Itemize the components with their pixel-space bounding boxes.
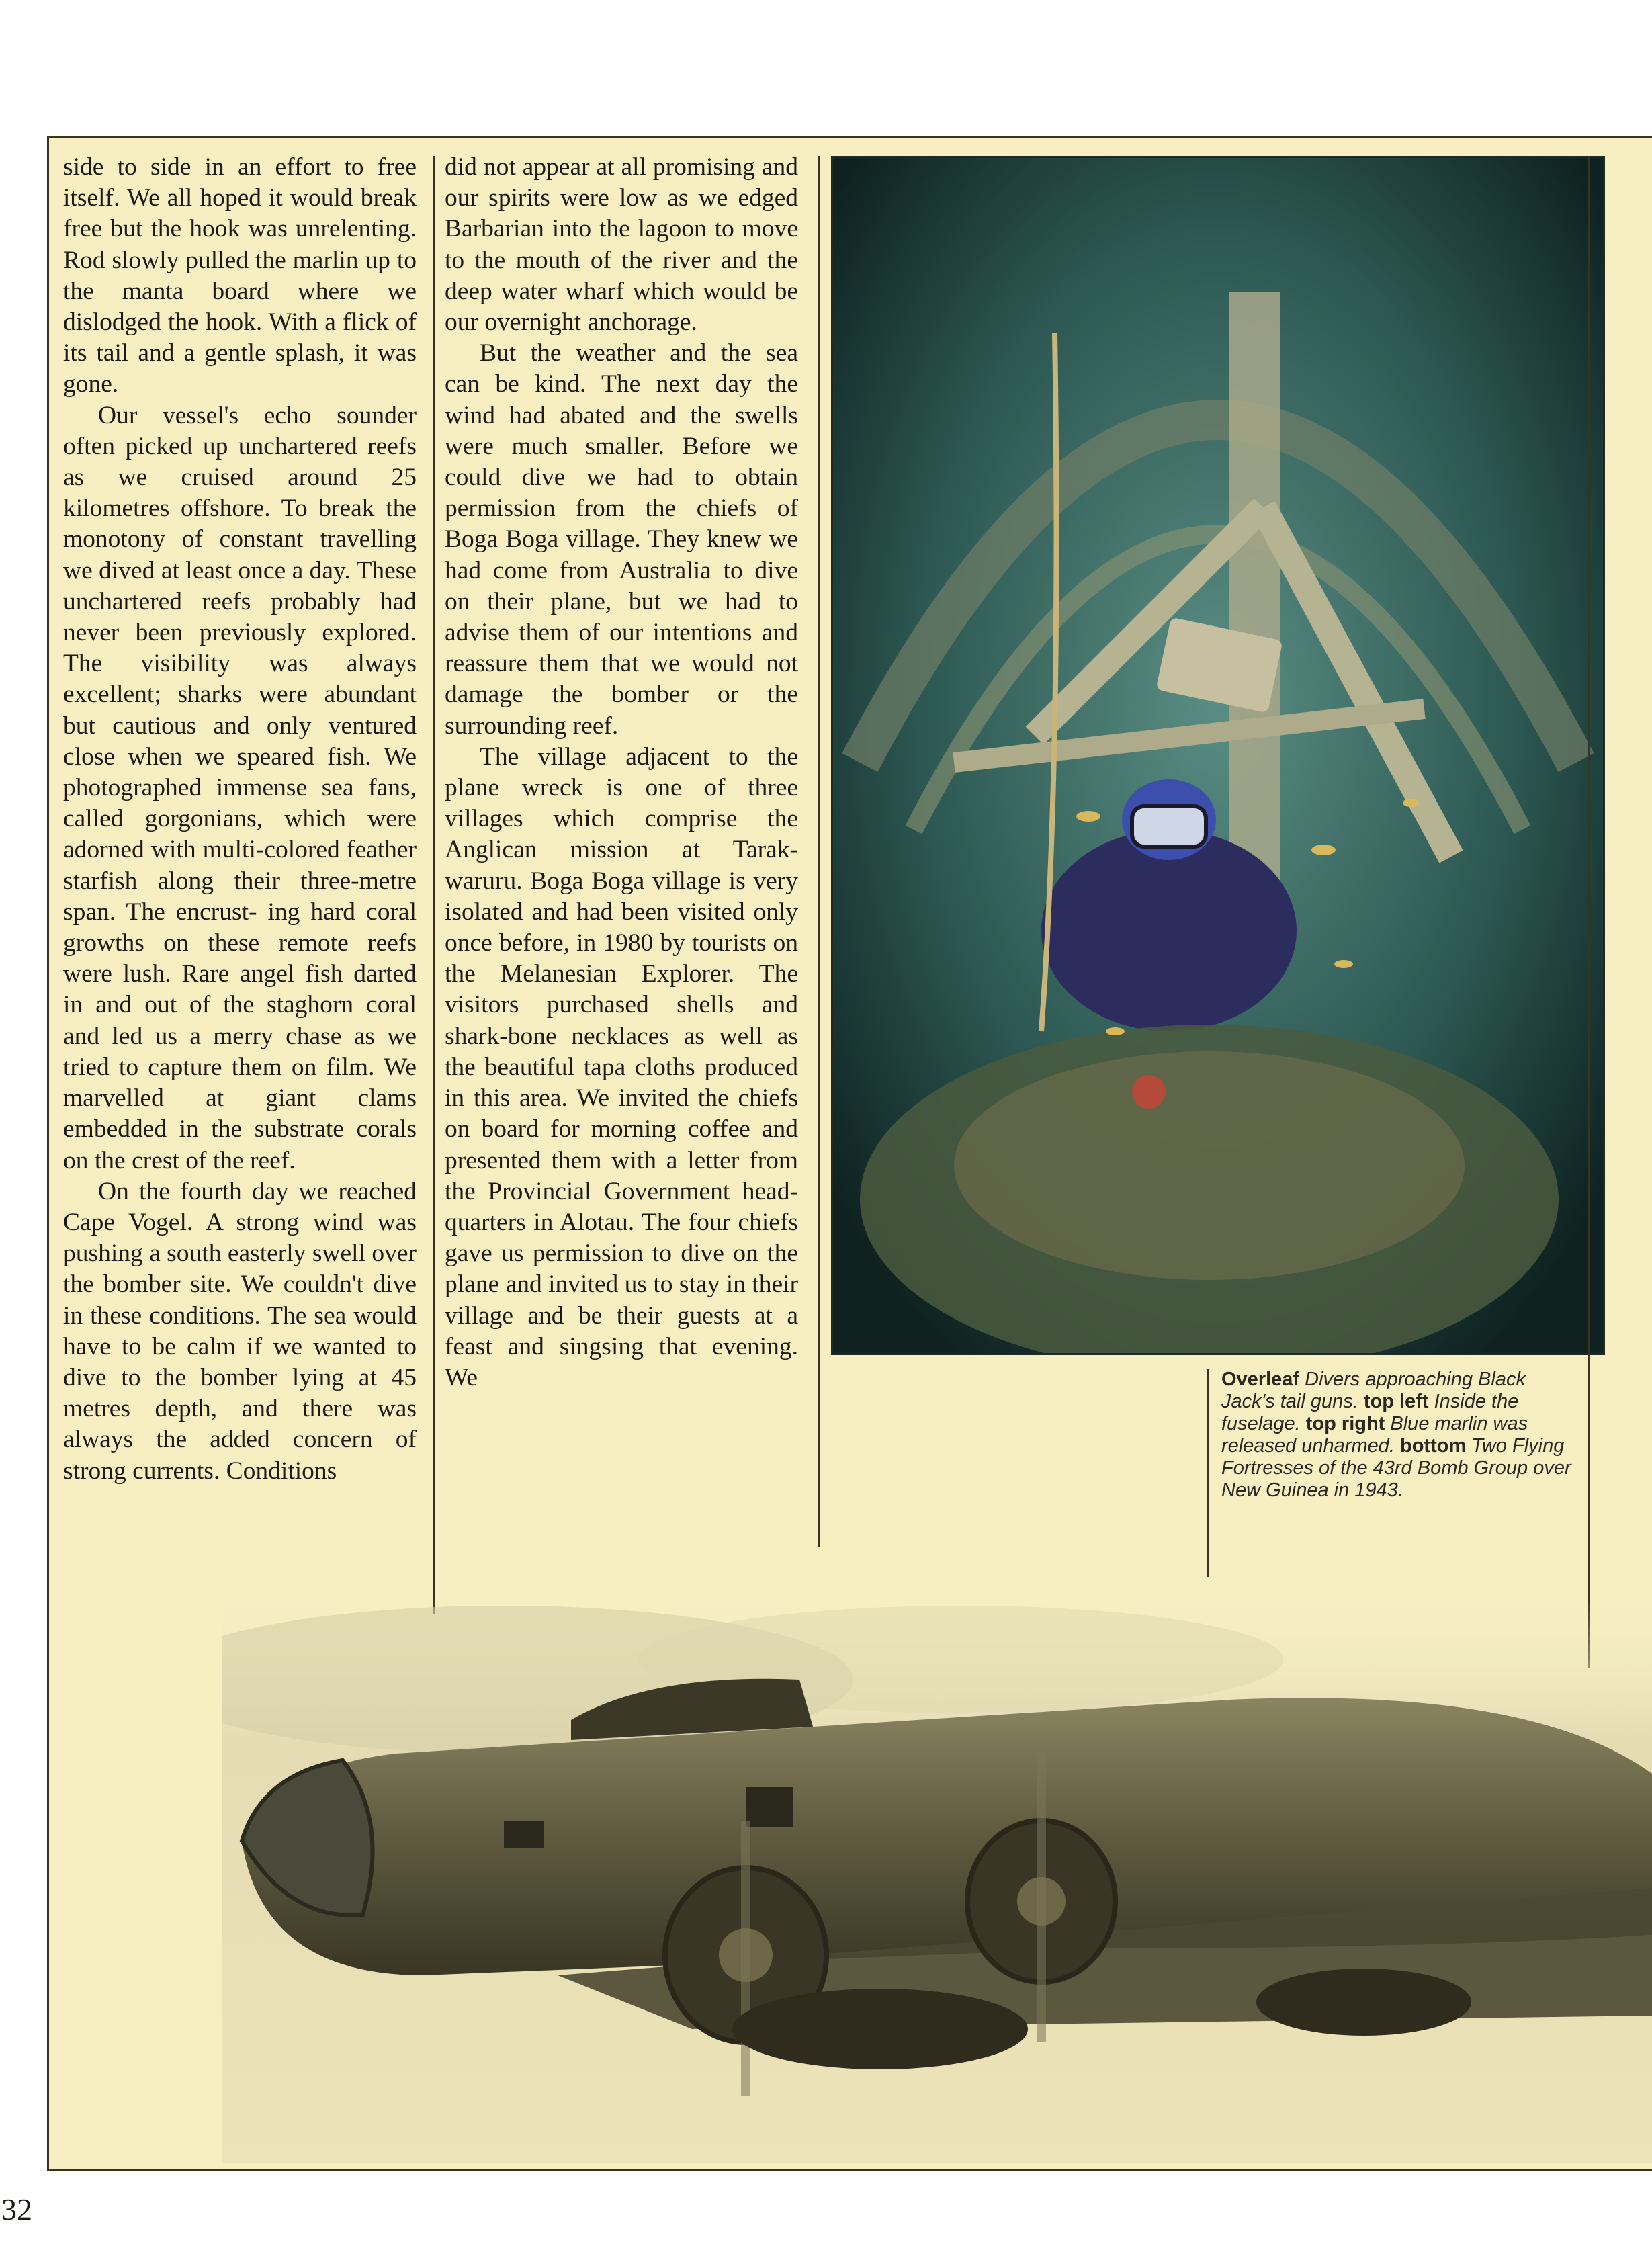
photo-caption xyxy=(1221,1369,1577,1502)
caption-label-top-left: top left xyxy=(1363,1391,1429,1412)
fuselage-illustration xyxy=(833,158,1603,1353)
paragraph: The village adjacent to the plane wreck is one of three villages which comprise the Anglican mission at Tarak- waruru. Boga Boga village is very isolated and had been visited only once before, in 1980 by tourists on the Melanesian Explorer. The visitors purchased shells and shark-bone necklaces as well as the beautiful tapa cloths produced in this area. We invited the chiefs on board for morning coffee and presented them with a letter from the Provincial Government head- quarters in Alotau. The four chiefs gave us permission to dive on the plane and invited us to stay in their village and be their guests at a feast and singsing that evening. We xyxy=(445,742,798,1391)
caption-label-bottom: bottom xyxy=(1400,1435,1467,1457)
column-divider xyxy=(818,156,820,1547)
column-divider xyxy=(433,156,435,1614)
right-margin-rule xyxy=(1588,156,1590,1668)
caption-label-top-right: top right xyxy=(1305,1413,1385,1434)
paragraph: side to side in an effort to free itself. We all hoped it would break free but the hook was unrelenting. Rod slowly pulled the marlin up to the manta board where we dislodged the hook. With a flick of its tail and a gentle splash, it was gone. xyxy=(63,153,417,398)
caption-rule xyxy=(1207,1369,1209,1577)
paragraph: Our vessel's echo sounder often picked up unchartered reefs as we cruised around 25 kilometres offshore. To break the monotony of constant travelling we dived at least once a day. These unchartered reefs probably had never been previously explored. The visibility was always excellent; sharks were abundant but cautious and only ventured close when we speared fish. We photographed immense sea fans, called gorgonians, which were adorned with multi-colored feather starfish along their three-metre span. The encrust- ing hard coral growths on these remote reefs were lush. Rare angel fish darted in and out of the staghorn coral and led us a merry chase as we tried to capture them on film. We marvelled at giant clams embedded in the substrate corals on the crest of the reef. xyxy=(63,401,417,1174)
caption-text: Blue marlin was released unharmed. xyxy=(1221,1413,1528,1457)
bomber-illustration xyxy=(222,1599,1652,2163)
caption-text: Divers approaching Black Jack's tail guns. xyxy=(1221,1369,1526,1412)
fuselage-diver-photo xyxy=(831,156,1605,1355)
page-number: 32 xyxy=(1,2192,32,2227)
caption-text: Two Flying Fortresses of the 43rd Bomb Group over New Guinea in 1943. xyxy=(1221,1435,1571,1501)
top-rule xyxy=(1512,136,1652,138)
caption-text: Inside the fuselage. xyxy=(1221,1391,1519,1434)
text-column-1 xyxy=(63,152,417,1487)
paragraph: But the weather and the sea can be kind. The next day the wind had abated and the swells were much smaller. Before we could dive we had to obtain permission from the chiefs of Boga Boga village. They knew we had come from Australia to dive on their plane, but we had to advise them of our intentions and reassure them that we would not damage the bomber or the surrounding reef. xyxy=(445,339,798,740)
paragraph: did not appear at all promising and our spirits were low as we edged Barbarian into the lagoon to move to the mouth of the river and the deep water wharf which would be our overnight anchorage. xyxy=(445,153,798,337)
text-column-2 xyxy=(445,152,798,1393)
paragraph: On the fourth day we reached Cape Vogel. A strong wind was pushing a south easterly swell over the bomber site. We couldn't dive in these conditions. The sea would have to be calm if we wanted to dive to the bomber lying at 45 metres depth, and there was always the added concern of strong currents. Conditions xyxy=(63,1177,417,1485)
flying-fortress-photo xyxy=(222,1599,1652,2163)
caption-label-overleaf: Overleaf xyxy=(1221,1369,1300,1390)
